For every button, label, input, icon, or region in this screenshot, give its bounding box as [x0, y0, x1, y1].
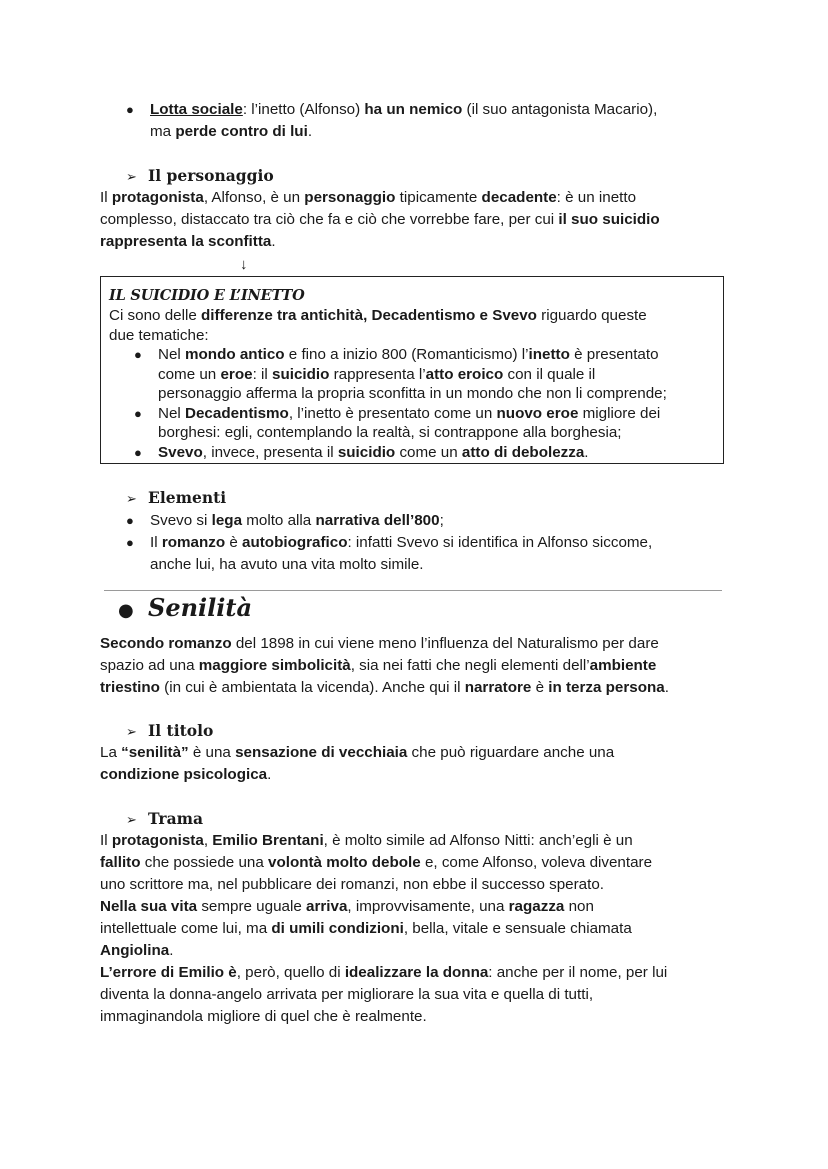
bullet-icon: ● [134, 347, 142, 362]
list-item: ● Nel Decadentismo, l’inetto è presentato come un nuovo eroe migliore dei borghesi: egli, contemplando la realtà, si contrappone alla borghesia; [134, 404, 661, 441]
suicidio-inetto-box: IL SUICIDIO E L’INETTO Ci sono delle differenze tra antichità, Decadentismo e Svevo riguardo queste due tematiche: ● Nel mondo antico e fino a inizio 800 (Romanticismo) l’inetto è presentato come un eroe: il suicidio rappresenta l’atto eroico con il quale il personaggio afferma la propria sconfitta in un mondo che non li comprende; ● Nel Decadentismo, l’inetto è presentato come un nuovo eroe migliore dei borghesi: egli, contemplando la realtà, si contrappone alla borghesia; ● Svevo, invece, presenta il suicidio come un atto di debolezza. [100, 276, 724, 464]
heading-titolo: ➢ Il titolo [126, 720, 213, 744]
box-title: IL SUICIDIO E L’INETTO [109, 287, 305, 304]
arrow-bullet-icon: ➢ [126, 813, 137, 828]
section-divider [104, 590, 722, 591]
arrow-bullet-icon: ➢ [126, 170, 137, 185]
trama-paragraph: Il protagonista, Emilio Brentani, è molto simile ad Alfonso Nitti: anch’egli è un fallito che possiede una volontà molto debole e, come Alfonso, voleva diventare uno scrittore ma, nel pubblicare dei romanzi, non ebbe il successo sperato. Nella sua vita sempre uguale arriva, improvvisamente, una ragazza non intellettuale come lui, ma di umili condizioni, bella, vitale e sensuale chiamata Angiolina. L’errore di Emilio è, però, quello di idealizzare la donna: anche per il nome, per lui diventa la donna-angelo arrivata per migliorare la sua vita e quella di tutti, immaginandola migliore di quel che è realmente. [100, 832, 668, 1025]
heading-trama: ➢ Trama [126, 808, 203, 832]
list-item: ● Svevo si lega molto alla narrativa dell’800; [150, 510, 750, 532]
list-item: ● Svevo, invece, presenta il suicidio come un atto di debolezza. [134, 443, 589, 461]
down-arrow-icon: ↓ [240, 256, 248, 273]
heading-personaggio: ➢ Il personaggio [126, 165, 274, 189]
bullet-icon: ● [126, 102, 134, 117]
section-title: ● Senilità [118, 593, 253, 622]
lotta-sociale-line1: Lotta sociale: l’inetto (Alfonso) ha un nemico (il suo antagonista Macario), [150, 101, 658, 118]
box-list [109, 345, 715, 462]
lotta-sociale-item [126, 99, 750, 143]
heading-elementi: ➢ Elementi [126, 487, 226, 511]
personaggio-paragraph: Il protagonista, Alfonso, è un personaggio tipicamente decadente: è un inetto complesso, distaccato tra ciò che fa e ciò che vorrebbe fare, per cui il suo suicidio rappresenta la sconfitta. [100, 189, 660, 250]
arrow-bullet-icon: ➢ [126, 725, 137, 740]
list-item: ● Il romanzo è autobiografico: infatti Svevo si identifica in Alfonso siccome, anche lui, ha avuto una vita molto simile. [126, 534, 653, 573]
bullet-icon: ● [126, 513, 134, 528]
lotta-sociale-line2: ma perde contro di lui. [150, 123, 313, 140]
elementi-list [126, 510, 750, 576]
titolo-paragraph: La “senilità” è una sensazione di vecchiaia che può riguardare anche una condizione psicologica. [100, 744, 615, 783]
bullet-icon: ● [126, 535, 134, 550]
arrow-bullet-icon: ➢ [126, 492, 137, 507]
box-intro: Ci sono delle differenze tra antichità, Decadentismo e Svevo riguardo queste [109, 307, 647, 324]
senilita-paragraph: Secondo romanzo del 1898 in cui viene meno l’influenza del Naturalismo per dare spazio ad una maggiore simbolicità, sia nei fatti che negli elementi dell’ambiente triestino (in cui è ambientata la vicenda). Anche qui il narratore è in terza persona. [100, 635, 669, 696]
bullet-icon: ● [118, 600, 134, 621]
list-item: ● Nel mondo antico e fino a inizio 800 (Romanticismo) l’inetto è presentato come un eroe: il suicidio rappresenta l’atto eroico con il quale il personaggio afferma la propria sconfitta in un mondo che non li comprende; [134, 346, 667, 402]
bullet-icon: ● [134, 405, 142, 421]
bullet-icon: ● [134, 444, 142, 460]
